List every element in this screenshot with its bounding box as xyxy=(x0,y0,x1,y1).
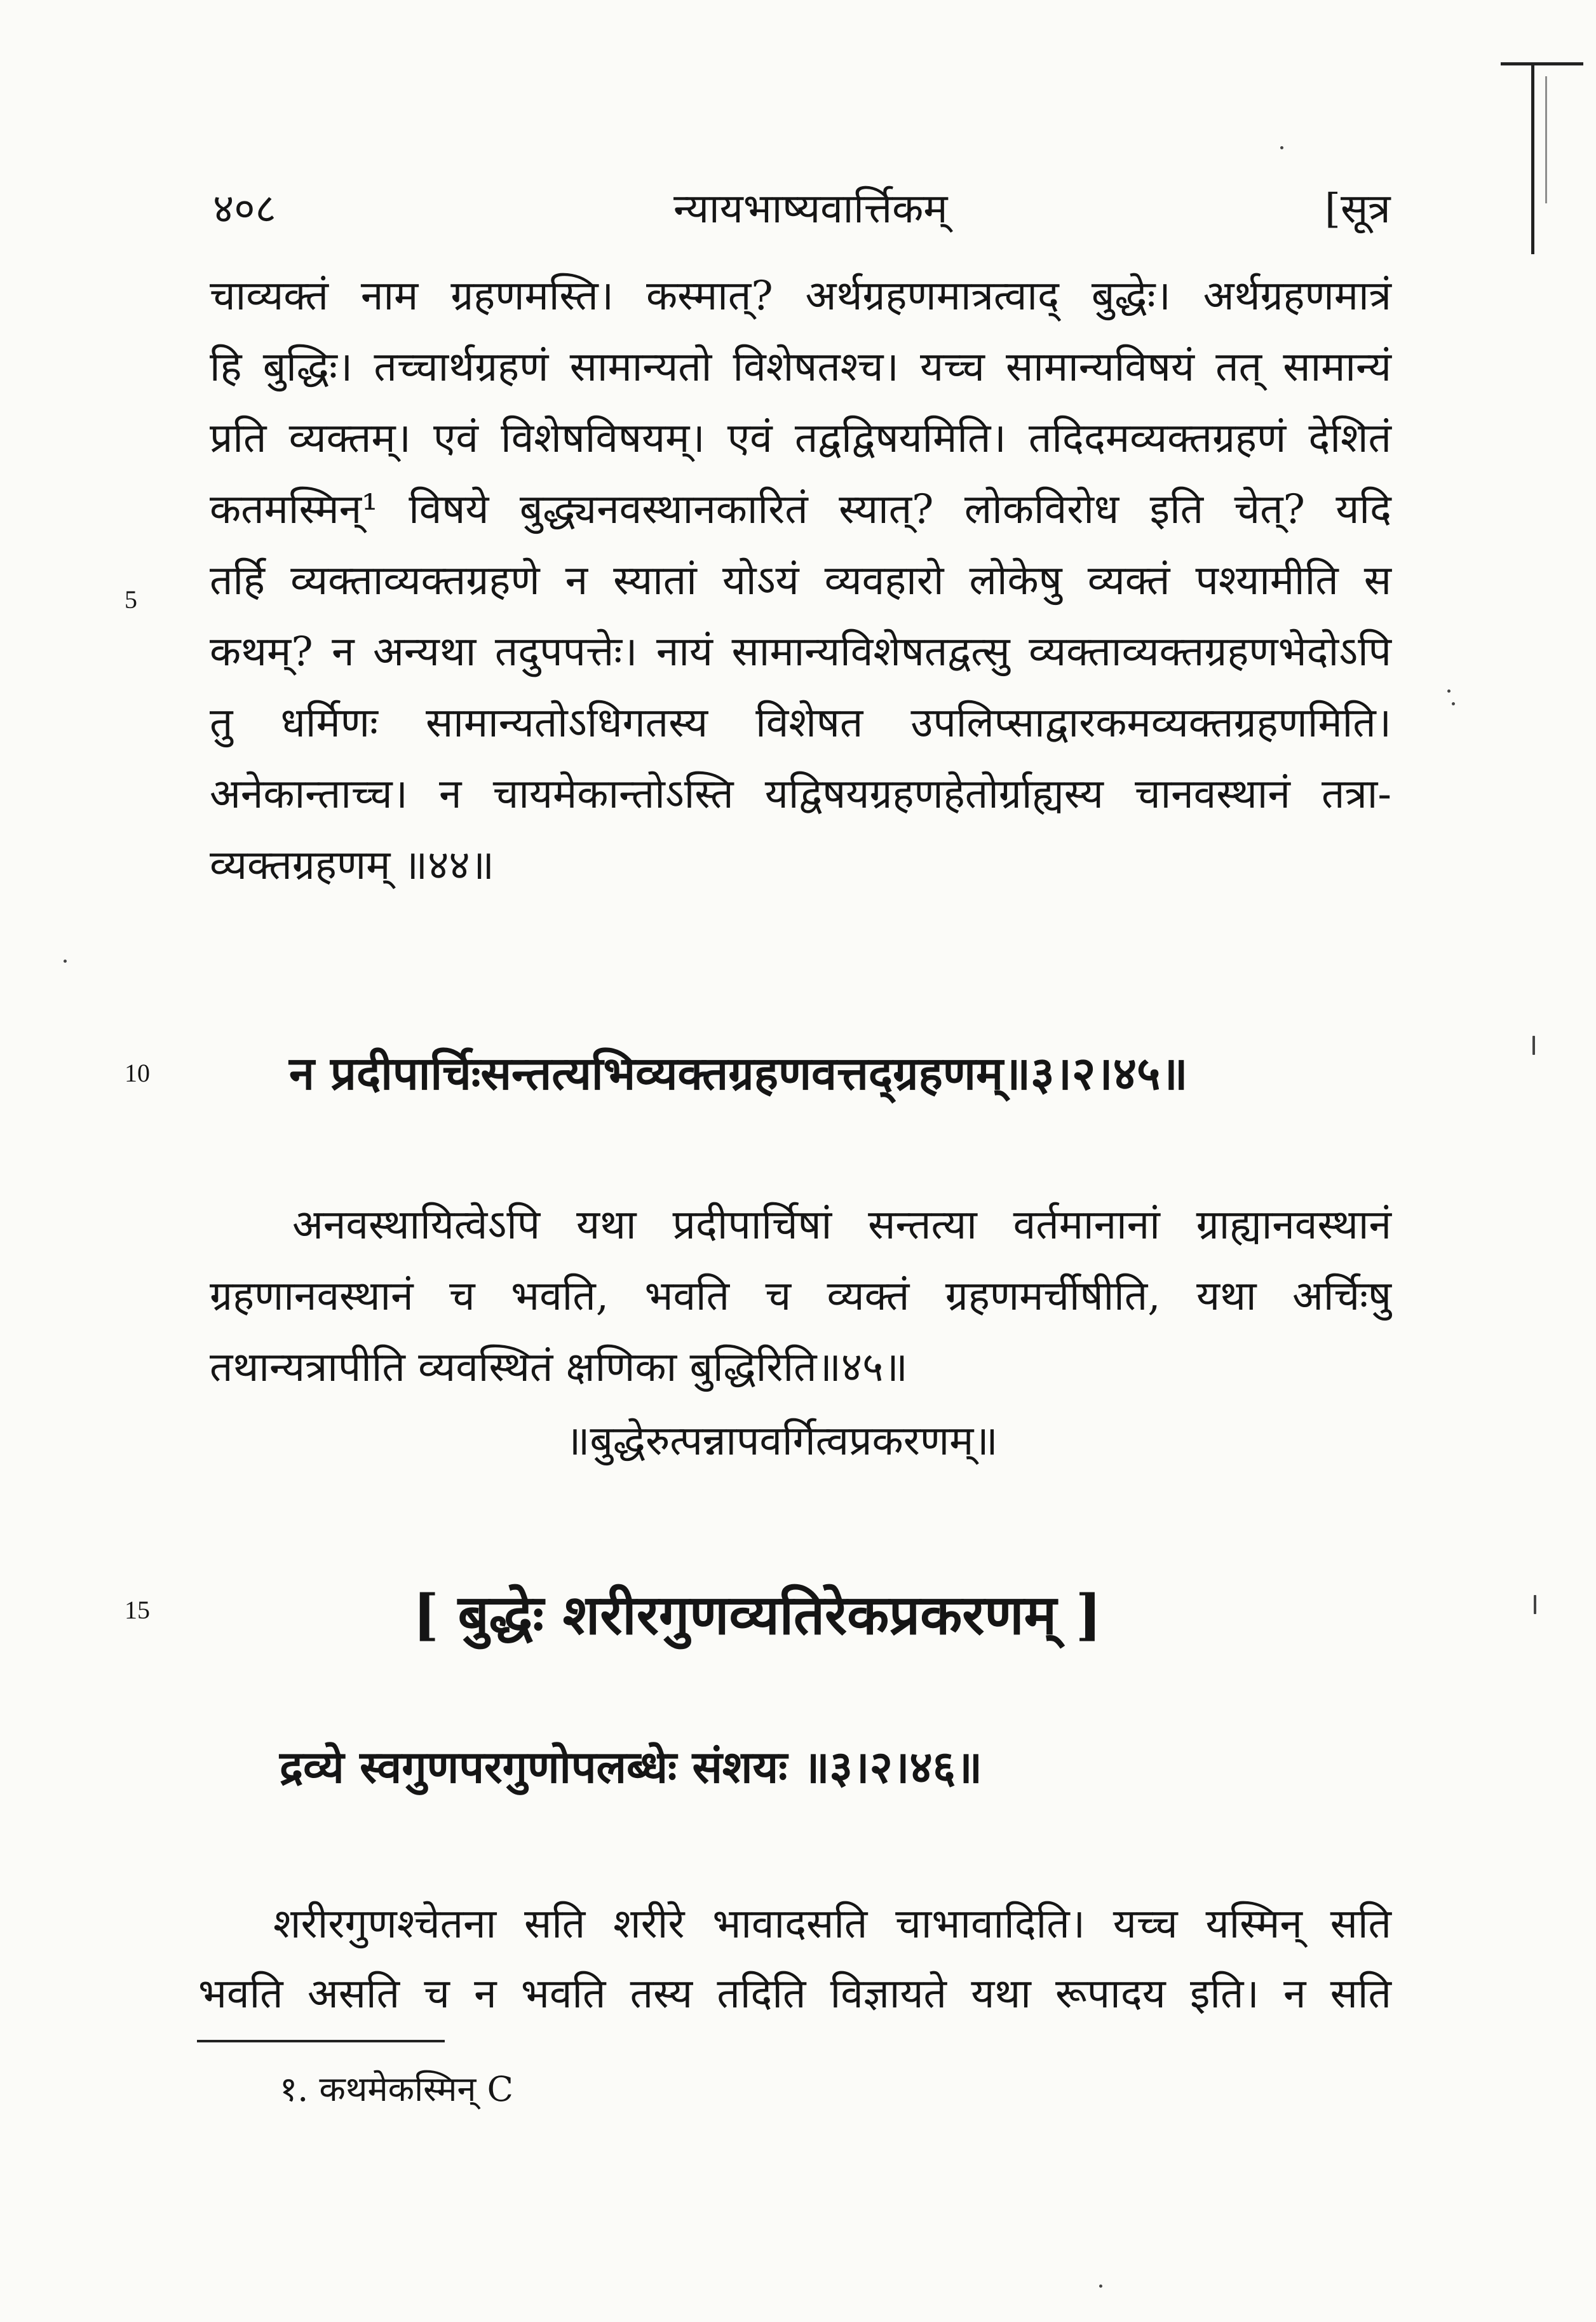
speck xyxy=(1452,702,1455,705)
footnote: १. कथमेकस्मिन् C xyxy=(280,2069,513,2109)
line-number: 10 xyxy=(125,1059,150,1087)
text-line: भवति असति च न भवति तस्य तदिति विज्ञायते यथा रूपादय इति। न सति xyxy=(198,1971,1391,2018)
speck xyxy=(1532,1036,1535,1055)
speck xyxy=(64,960,67,963)
text-line: व्यक्तग्रहणम् ॥४४॥ xyxy=(210,842,494,889)
footnote-rule xyxy=(197,2040,445,2042)
text-line: चाव्यक्तं नाम ग्रहणमस्ति। कस्मात्? अर्थग्रहणमात्रत्वाद् बुद्धेः। अर्थग्रहणमात्रं xyxy=(210,273,1391,320)
scan-edge-mark xyxy=(1531,64,1534,254)
speck xyxy=(1280,146,1283,149)
speck xyxy=(1099,2285,1102,2288)
running-title: न्यायभाष्यवार्त्तिकम् xyxy=(673,186,948,233)
speck xyxy=(1447,689,1451,693)
text-line: ग्रहणानवस्थानं च भवति, भवति च व्यक्तं ग्रहणमर्चीषीति, यथा अर्चिःषु xyxy=(210,1273,1391,1320)
text-line: तथान्यत्रापीति व्यवस्थितं क्षणिका बुद्धिरिति॥४५॥ xyxy=(210,1344,908,1391)
line-number: 5 xyxy=(125,585,137,614)
scan-edge-mark xyxy=(1501,62,1583,65)
line-number: 15 xyxy=(125,1596,150,1624)
section-heading: [ बुद्धेः शरीरगुणव्यतिरेकप्रकरणम् ] xyxy=(413,1583,1102,1647)
text-line: अनेकान्ताच्च। न चायमेकान्तोऽस्ति यद्विषयग्रहणहेतोर्ग्राह्यस्य चानवस्थानं तत्रा- xyxy=(210,771,1391,818)
sutra-46: द्रव्ये स्वगुणपरगुणोपलब्धेः संशयः ॥३।२।४६॥ xyxy=(280,1741,983,1793)
page-number: ४०८ xyxy=(213,186,276,233)
text-line: प्रति व्यक्तम्। एवं विशेषविषयम्। एवं तद्वद्विषयमिति। तदिदमव्यक्तग्रहणं देशितं xyxy=(210,415,1391,462)
text-line: हि बुद्धिः। तच्चार्थग्रहणं सामान्यतो विशेषतश्च। यच्च सामान्यविषयं तत् सामान्यं xyxy=(210,344,1391,391)
scan-edge-mark xyxy=(1545,76,1547,203)
text-line: कथम्? न अन्यथा तदुपपत्तेः। नायं सामान्यविशेषतद्वत्सु व्यक्ताव्यक्तग्रहणभेदोऽपि xyxy=(210,628,1391,676)
text-line: कतमस्मिन्¹ विषये बुद्ध्यनवस्थानकारितं स्यात्? लोकविरोध इति चेत्? यदि xyxy=(210,486,1391,533)
speck xyxy=(1534,1595,1536,1614)
text-line: शरीरगुणश्चेतना सति शरीरे भावादसति चाभावादिति। यच्च यस्मिन् सति xyxy=(273,1901,1391,1948)
section-end-marker: ॥बुद्धेरुत्पन्नापवर्गित्वप्रकरणम्॥ xyxy=(565,1418,998,1465)
text-line: तर्हि व्यक्ताव्यक्तग्रहणे न स्यातां योऽयं व्यवहारो लोकेषु व्यक्तं पश्यामीति स xyxy=(210,557,1391,604)
text-line: अनवस्थायित्वेऽपि यथा प्रदीपार्चिषां सन्तत्या वर्तमानानां ग्राह्यानवस्थानं xyxy=(292,1202,1391,1249)
section-tag: [सूत्र xyxy=(1325,186,1391,233)
text-line: तु धर्मिणः सामान्यतोऽधिगतस्य विशेषत उपलिप्साद्वारकमव्यक्तग्रहणमिति। xyxy=(210,700,1391,747)
sutra-45: न प्रदीपार्चिःसन्तत्यभिव्यक्तग्रहणवत्तद्ग्रहणम्॥३।२।४५॥ xyxy=(289,1046,1188,1100)
